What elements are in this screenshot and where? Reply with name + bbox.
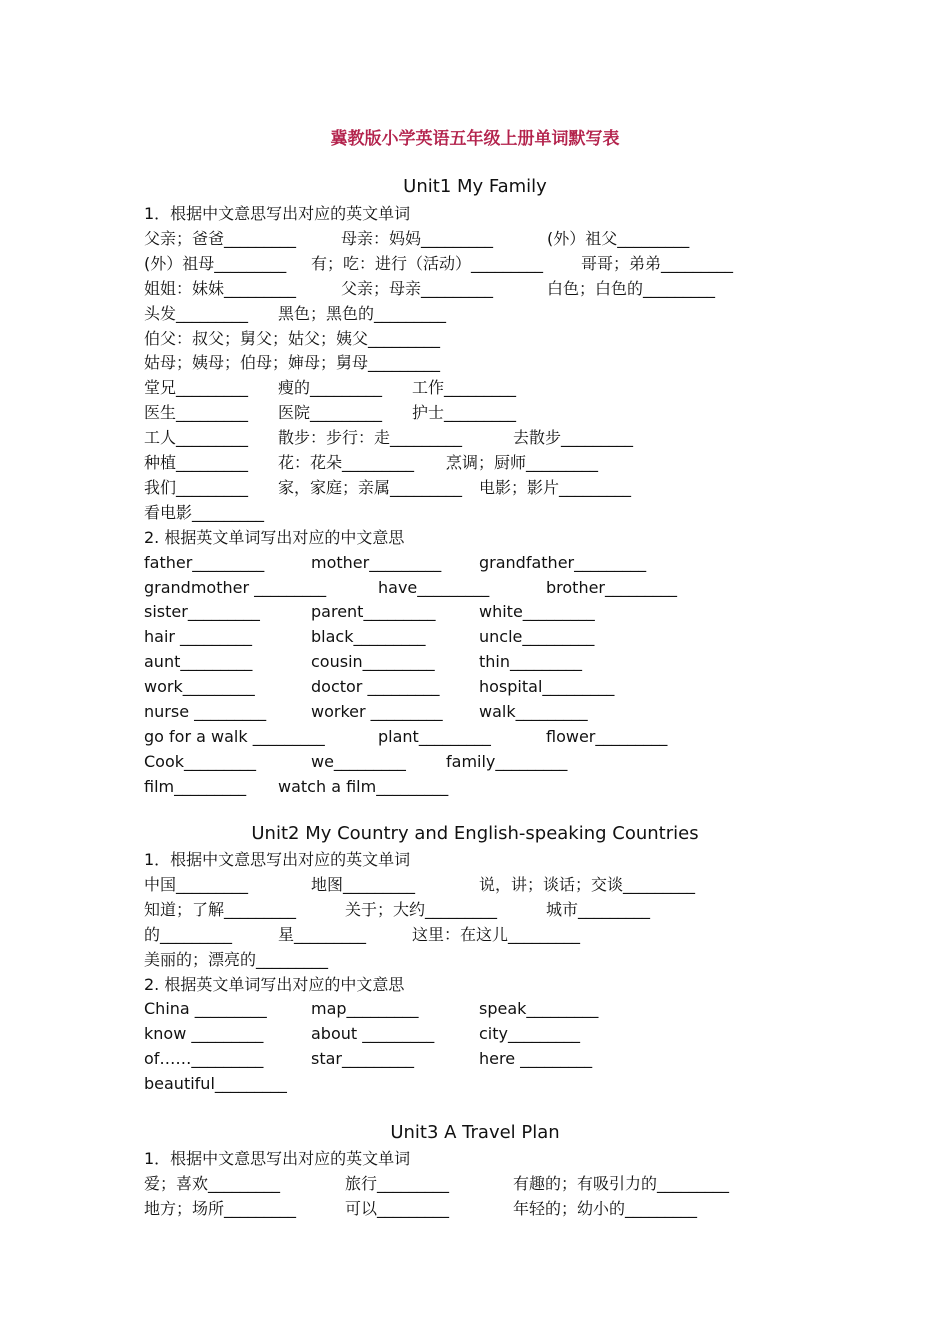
vocab-row (144, 947, 804, 972)
vocab-item: speak_________ (479, 999, 599, 1019)
vocab-item: 美丽的；漂亮的_________ (144, 949, 329, 969)
vocab-item: 白色；白色的_________ (547, 278, 716, 298)
vocab-item: 年轻的；幼小的_________ (513, 1198, 698, 1218)
vocab-item: (外）祖母_________ (144, 253, 287, 273)
vocab-item: we_________ (311, 751, 406, 771)
vocab-row (144, 724, 804, 749)
vocab-item: 爱；喜欢_________ (144, 1173, 281, 1193)
vocab-row (144, 1071, 804, 1096)
vocab-item: film_________ (144, 776, 247, 796)
vocab-item: 医生_________ (144, 403, 249, 423)
section-instruction: 2. 根据英文单词写出对应的中文意思 (144, 527, 405, 547)
vocab-item: 旅行_________ (345, 1173, 450, 1193)
vocab-row (144, 301, 804, 326)
vocab-row (144, 749, 804, 774)
document-title: 冀教版小学英语五年级上册单词默写表 (330, 129, 620, 149)
vocab-row (144, 1046, 804, 1071)
vocab-row (144, 226, 804, 251)
vocab-item: 中国_________ (144, 874, 249, 894)
vocab-item: watch a film_________ (278, 776, 449, 796)
vocab-item: China _________ (144, 999, 267, 1019)
vocab-item: of……_________ (144, 1049, 264, 1069)
vocab-row (144, 699, 804, 724)
section-instruction: 1．根据中文意思写出对应的英文单词 (144, 850, 411, 869)
vocab-item: here _________ (479, 1049, 593, 1069)
vocab-item: worker _________ (311, 702, 443, 721)
vocab-item: 电影；影片_________ (479, 477, 632, 497)
vocab-item: 父亲；爸爸_________ (144, 228, 297, 248)
vocab-item: 看电影_________ (144, 502, 265, 522)
vocab-item: flower_________ (546, 726, 668, 746)
vocab-row (144, 1196, 804, 1221)
vocab-item: 地方；场所_________ (144, 1198, 297, 1218)
vocab-item: star_________ (311, 1049, 414, 1069)
vocab-item: 种植_________ (144, 453, 249, 472)
vocab-item: beautiful_________ (144, 1074, 287, 1094)
vocab-item: 的_________ (144, 924, 233, 944)
vocab-row (144, 251, 804, 276)
vocab-item: 医院_________ (278, 403, 383, 423)
vocab-item: 可以_________ (345, 1198, 450, 1218)
vocab-item: parent_________ (311, 602, 436, 622)
vocab-item: black_________ (311, 627, 426, 647)
vocab-row (144, 450, 804, 475)
vocab-item: know _________ (144, 1024, 264, 1044)
vocab-row (144, 1021, 804, 1046)
vocab-item: 星_________ (278, 924, 367, 944)
vocab-item: 姐姐：妹妹_________ (144, 278, 297, 298)
vocab-item: grandfather_________ (479, 552, 647, 572)
vocab-item: 工人_________ (144, 428, 249, 448)
vocab-item: 花：花朵_________ (278, 453, 415, 472)
vocab-item: 我们_________ (144, 477, 249, 497)
vocab-item: 护士_________ (412, 403, 517, 423)
vocab-row (144, 375, 804, 400)
vocab-item: nurse _________ (144, 702, 267, 721)
vocab-item: white_________ (479, 602, 595, 622)
vocab-item: 头发_________ (144, 303, 249, 323)
vocab-item: thin_________ (479, 652, 582, 672)
vocab-item: 家，家庭；亲属_________ (278, 477, 463, 497)
vocab-row (144, 674, 804, 699)
vocab-row (144, 872, 804, 897)
vocab-item: father_________ (144, 552, 265, 572)
section-instruction: 1．根据中文意思写出对应的英文单词 (144, 1149, 411, 1168)
vocab-item: plant_________ (378, 726, 491, 746)
vocab-item: hair _________ (144, 627, 253, 647)
vocab-item: 瘦的_________ (278, 378, 383, 398)
vocab-item: work_________ (144, 677, 255, 697)
vocab-item: (外）祖父_________ (547, 228, 690, 248)
vocab-item: have_________ (378, 577, 490, 597)
vocab-item: go for a walk _________ (144, 726, 325, 746)
vocab-item: family_________ (446, 751, 568, 771)
vocab-item: 城市_________ (546, 899, 651, 919)
vocab-row (144, 475, 804, 500)
vocab-item: uncle_________ (479, 627, 595, 647)
section-instruction: 1．根据中文意思写出对应的英文单词 (144, 204, 411, 223)
vocab-item: cousin_________ (311, 652, 435, 672)
vocab-row (144, 1171, 804, 1196)
vocab-item: doctor _________ (311, 677, 440, 697)
vocab-item: Cook_________ (144, 751, 257, 771)
vocab-row (144, 400, 804, 425)
vocab-item: 说，讲；谈话；交谈_________ (479, 874, 696, 894)
vocab-item: walk_________ (479, 702, 588, 721)
vocab-item: map_________ (311, 999, 419, 1019)
vocab-item: about _________ (311, 1024, 435, 1044)
vocab-row (144, 550, 804, 575)
vocab-item: 关于；大约_________ (345, 899, 498, 919)
vocab-item: 有；吃：进行（活动）_________ (311, 253, 544, 273)
vocab-item: aunt_________ (144, 652, 253, 672)
unit-heading: Unit3 A Travel Plan (390, 1122, 560, 1143)
vocab-item: 伯父：叔父；舅父；姑父；姨父_________ (144, 328, 441, 348)
vocab-row (144, 649, 804, 674)
vocab-item: 知道；了解_________ (144, 899, 297, 919)
vocab-item: 地图_________ (311, 874, 416, 894)
vocab-item: 这里：在这儿_________ (412, 924, 581, 944)
vocab-item: 哥哥；弟弟_________ (581, 253, 734, 273)
vocab-item: grandmother _________ (144, 577, 327, 597)
vocab-item: hospital_________ (479, 677, 615, 697)
vocab-item: brother_________ (546, 577, 678, 597)
vocab-item: 去散步_________ (513, 428, 634, 448)
vocab-row (144, 599, 804, 624)
vocab-item: 堂兄_________ (144, 378, 249, 398)
vocab-row (144, 996, 804, 1021)
section-instruction: 2. 根据英文单词写出对应的中文意思 (144, 974, 405, 994)
vocab-item: 父亲；母亲_________ (341, 278, 494, 298)
vocab-item: 母亲：妈妈_________ (341, 228, 494, 248)
vocab-row (144, 624, 804, 649)
vocab-item: 黑色；黑色的_________ (278, 303, 447, 323)
vocab-row (144, 500, 804, 525)
vocab-row (144, 575, 804, 600)
unit-heading: Unit1 My Family (403, 176, 547, 197)
vocab-item: 有趣的；有吸引力的_________ (513, 1173, 730, 1193)
vocab-row (144, 350, 804, 375)
vocab-item: sister_________ (144, 602, 260, 622)
vocab-item: 姑母；姨母；伯母；婶母；舅母_________ (144, 353, 441, 373)
vocab-item: mother_________ (311, 552, 442, 572)
vocab-row (144, 425, 804, 450)
unit-heading: Unit2 My Country and English-speaking Countries (251, 823, 699, 844)
vocab-row (144, 276, 804, 301)
vocab-item: 工作_________ (412, 378, 517, 398)
vocab-row (144, 326, 804, 351)
vocab-item: city_________ (479, 1024, 580, 1044)
vocab-row (144, 922, 804, 947)
vocab-row (144, 774, 804, 799)
vocab-item: 烹调；厨师_________ (446, 453, 599, 472)
vocab-item: 散步：步行：走_________ (278, 428, 463, 448)
vocab-row (144, 897, 804, 922)
